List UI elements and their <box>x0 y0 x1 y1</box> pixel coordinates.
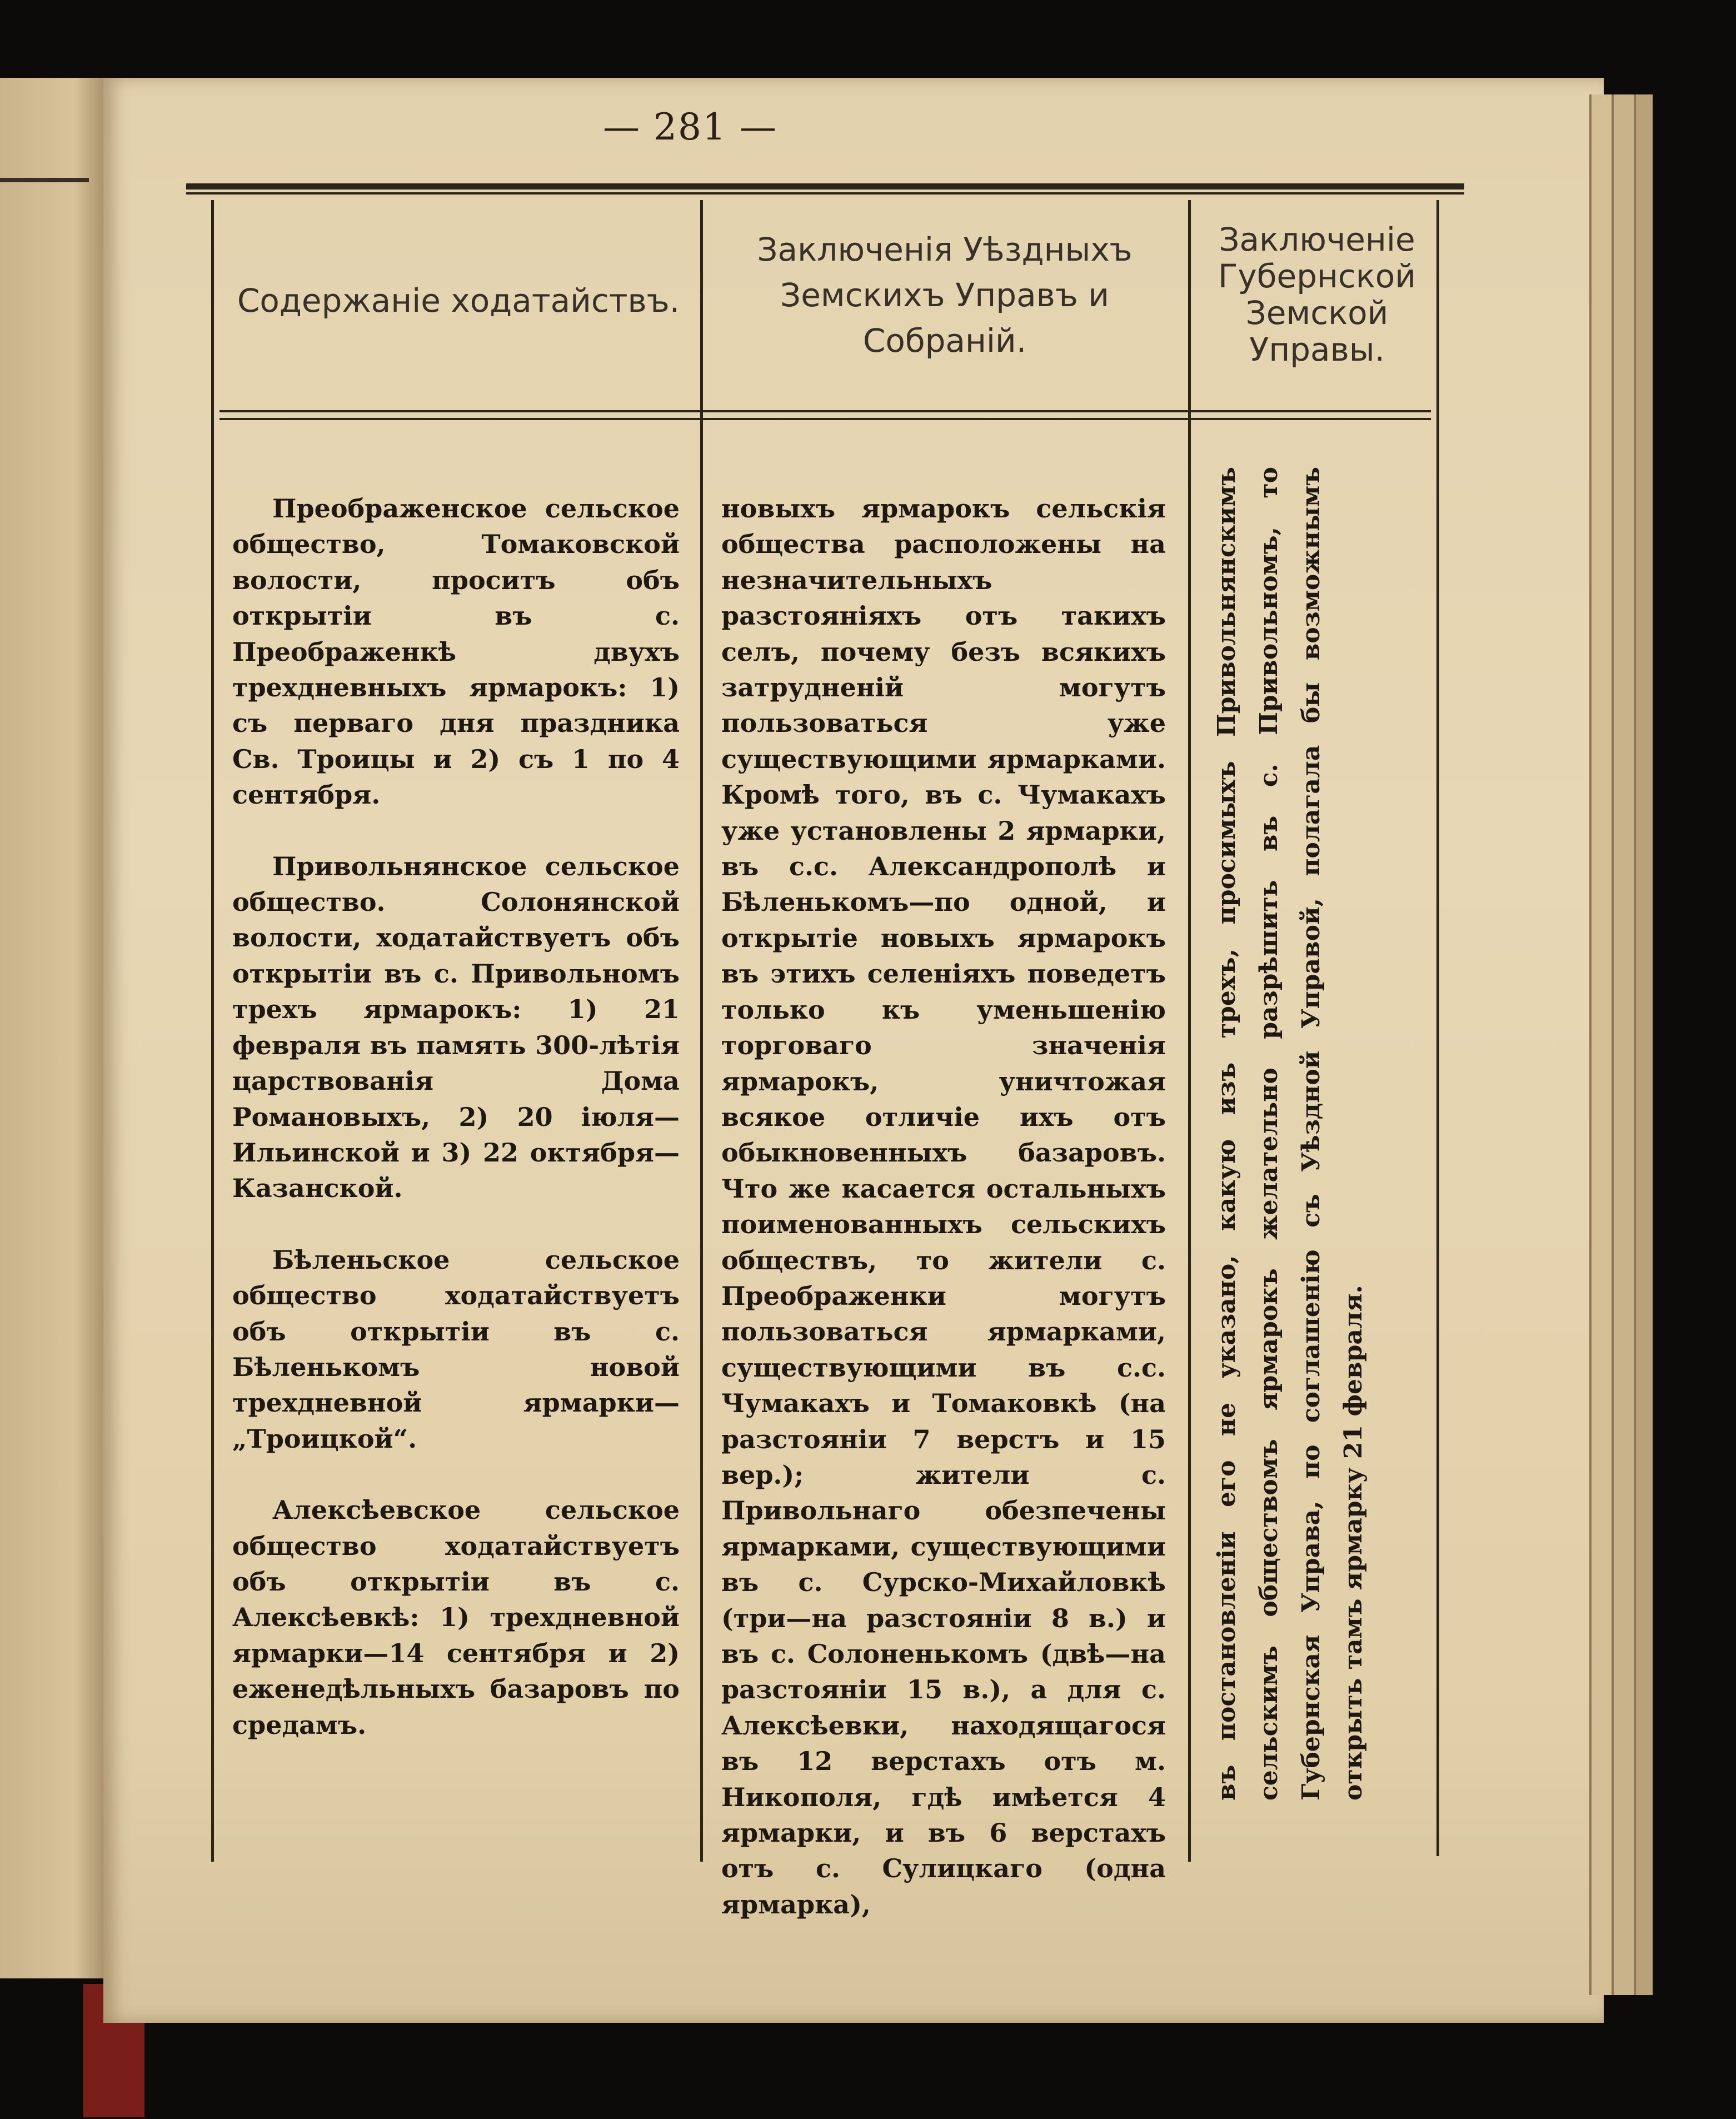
table-left-border <box>211 200 214 1862</box>
petition-paragraph: Бѣленьское сельское общество ходатайствуетъ объ открытіи въ с. Бѣленькомъ новой трехдневной ярмарки—„Троицкой“. <box>232 1244 680 1454</box>
petitions-column <box>232 491 680 1778</box>
table-top-rule-thin <box>186 192 1464 195</box>
page-stack-edge <box>1634 94 1653 1995</box>
column-divider-2 <box>1188 200 1191 1862</box>
table-right-border <box>1436 200 1439 1856</box>
petition-paragraph: Привольнянское сельское общество. Солонянской волости, ходатайствуетъ объ открытіи въ с. Привольномъ трехъ ярмарокъ: 1) 21 февраля въ память 300-лѣтія царствованія Дома Романовыхъ, 2) 20 іюля—Ильинской и 3) 22 октября—Казанской. <box>232 851 680 1204</box>
province-conclusion-text: въ постановленіи его не указано, какую изъ трехъ, просимыхъ Привольнянскимъ сельскимъ обществомъ ярмарокъ желательно разрѣшить въ с. Привольномъ, то Губернская Управа, по соглашенію съ Уѣздной Управой, полагала бы возможнымъ открыть тамъ ярмарку 21 февраля. <box>1213 467 1368 1801</box>
header-col-province-conclusion: Заключеніе Губернской Земской Управы. <box>1218 221 1416 368</box>
header-col-content: Содержаніе ходатайствъ. <box>237 282 680 320</box>
header-col-district-conclusions: Заключенія Уѣздныхъ Земскихъ Управъ и Собраній. <box>757 231 1133 360</box>
header-bottom-rule-2 <box>220 418 1431 420</box>
district-conclusions-column <box>721 491 1166 1922</box>
column-divider-1 <box>700 200 703 1862</box>
petition-paragraph: Алексѣевское сельское общество ходатайствуетъ объ открытіи въ с. Алексѣевкѣ: 1) трехдневной ярмарки—14 сентября и 2) еженедѣльныхъ базаровъ по средамъ. <box>232 1495 680 1740</box>
facing-page-edge <box>0 78 106 1978</box>
page-stack-edge <box>1612 94 1636 1995</box>
district-conclusion-text: новыхъ ярмарокъ сельскія общества расположены на незначительныхъ разстояніяхъ отъ такихъ селъ, почему безъ всякихъ затрудненій могутъ пользоваться уже существующими ярмарками. Кромѣ того, въ с. Чумакахъ уже установлены 2 ярмарки, въ с.с. Александрополѣ и Бѣленькомъ—по одной, и открытіе новыхъ ярмарокъ въ этихъ селеніяхъ поведетъ только къ уменьшенію торговаго значенія ярмарокъ, уничтожая всякое отличіе ихъ отъ обыкновенныхъ базаровъ. Что же касается остальныхъ поименованныхъ сельскихъ обществъ, то жители с. Преображенки могутъ пользоваться ярмарками, существующими въ с.с. Чумакахъ и Томаковкѣ (на разстояніи 7 верстъ и 15 вер.); жители с. Привольнаго обезпечены ярмарками, существующими въ с. Сурско-Михайловкѣ (три—на разстояніи 8 в.) и въ с. Солоненькомъ (двѣ—на разстояніи 15 в.), а для с. Алексѣевки, находящагося въ 12 верстахъ отъ м. Никополя, гдѣ имѣется 4 ярмарки, и въ 6 верстахъ отъ с. Сулицкаго (одна ярмарка), <box>721 493 1166 1919</box>
header-bottom-rule <box>220 410 1431 412</box>
petition-paragraph: Преображенское сельское общество, Томаковской волости, проситъ объ открытіи въ с. Преображенкѣ двухъ трехдневныхъ ярмарокъ: 1) съ перваго дня праздника Св. Троицы и 2) съ 1 по 4 сентября. <box>232 493 680 810</box>
province-conclusion-column <box>1206 467 1428 1801</box>
page-number: — 281 — <box>603 106 777 148</box>
table-top-rule <box>186 183 1464 190</box>
page-stack-edge <box>1589 94 1614 1995</box>
